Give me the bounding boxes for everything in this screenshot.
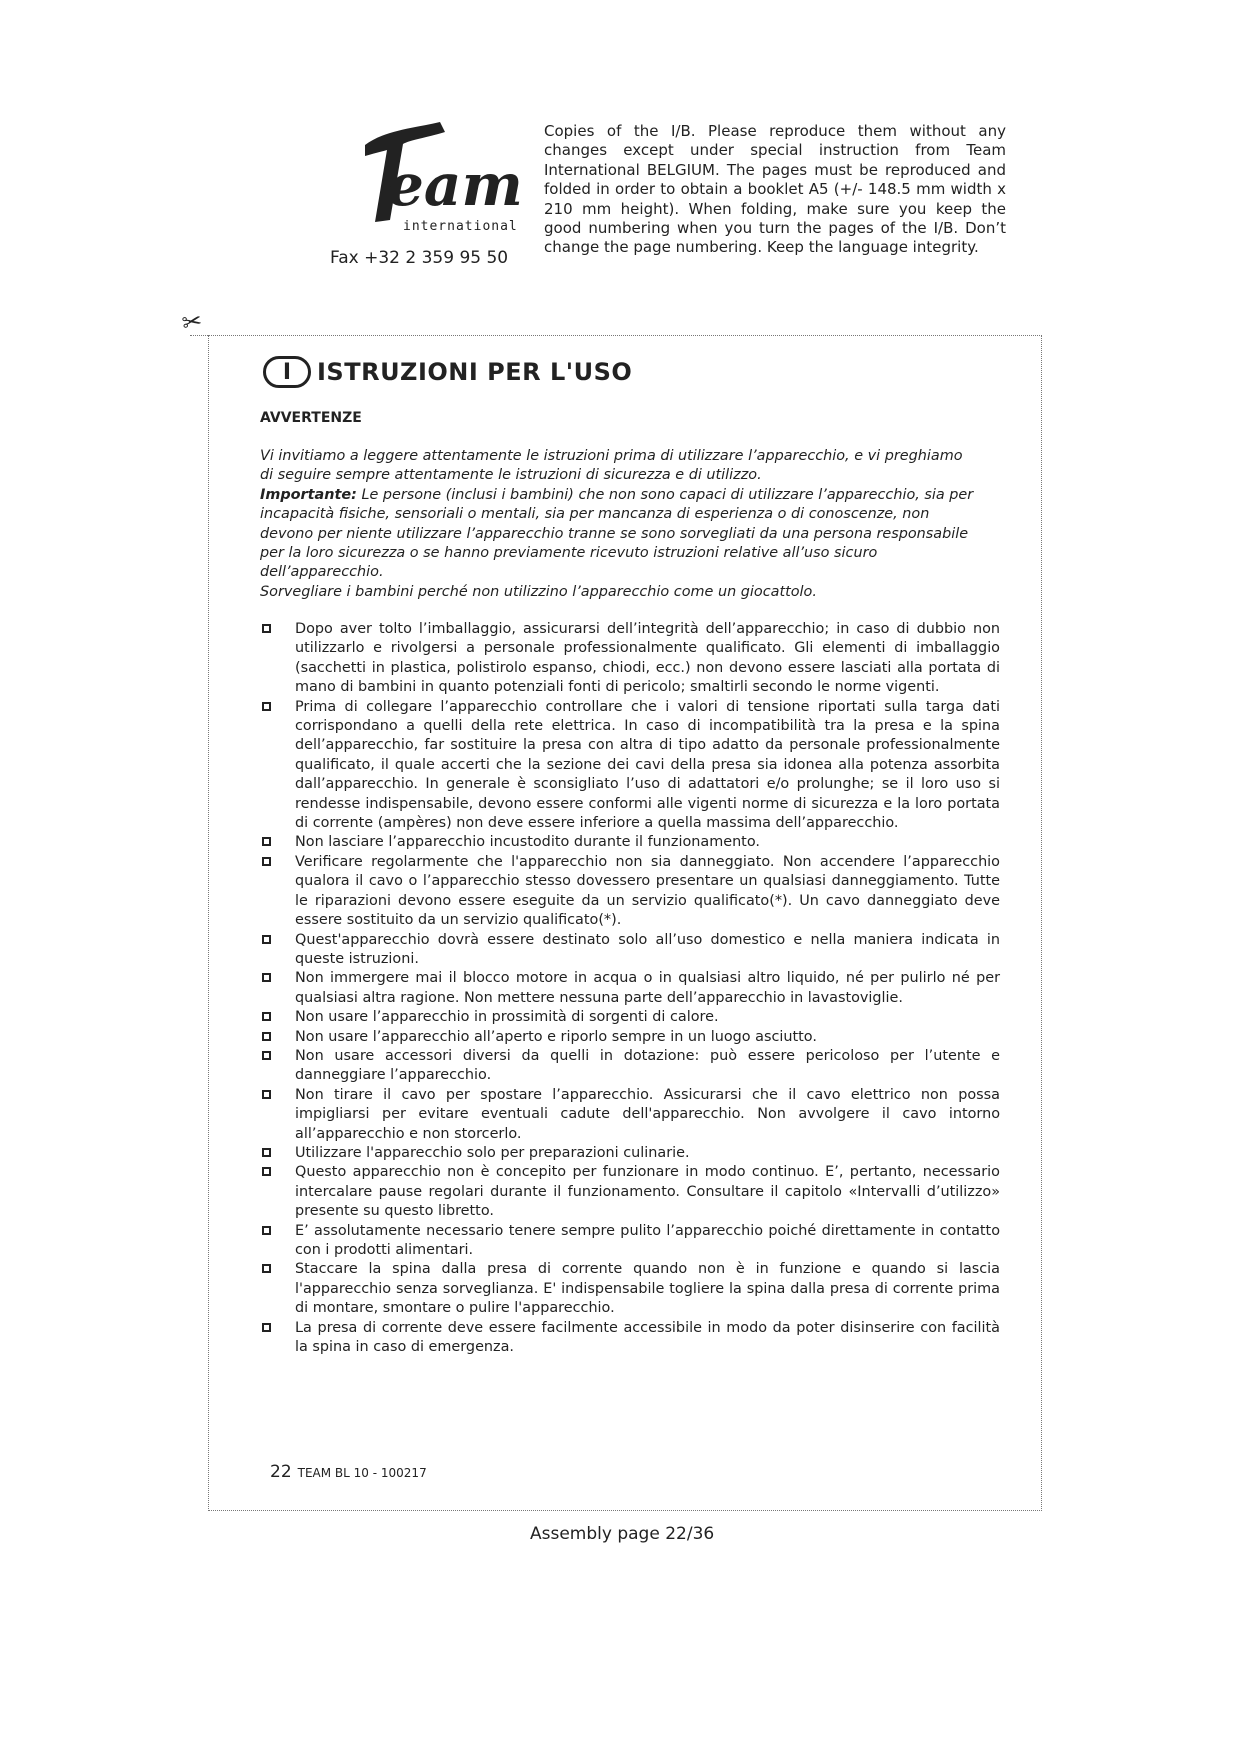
page-number: 22 xyxy=(270,1462,292,1482)
list-item: Non tirare il cavo per spostare l’apparecchio. Assicurarsi che il cavo elettrico non possa impigliarsi per evitare eventuali cadute dell'apparecchio. Non avvolgere il cavo intorno all’apparecchio e non storcerlo. xyxy=(260,1086,1000,1144)
assembly-page-label: Assembly page 22/36 xyxy=(530,1524,715,1544)
important-paragraph xyxy=(260,486,980,583)
checkbox-bullet-icon xyxy=(262,935,271,944)
intro-text xyxy=(260,447,980,602)
language-badge: I xyxy=(263,356,311,388)
team-logo xyxy=(345,110,523,240)
checkbox-bullet-icon xyxy=(262,1148,271,1157)
checkbox-bullet-icon xyxy=(262,1012,271,1021)
reproduction-note: Copies of the I/B. Please reproduce them without any changes except under special instruction from Team International BELGIUM. The pages must be reproduced and folded in order to obtain a booklet A5 (+/- 148.5 mm width x 210 mm height). When folding, make sure you keep the good numbering when you turn the pages of the I/B. Don’t change the page numbering. Keep the language integrity. xyxy=(544,122,1006,257)
list-item: La presa di corrente deve essere facilmente accessibile in modo da poter disinserire con facilità la spina in caso di emergenza. xyxy=(260,1319,1000,1358)
checkbox-bullet-icon xyxy=(262,1090,271,1099)
checkbox-bullet-icon xyxy=(262,1032,271,1041)
checkbox-bullet-icon xyxy=(262,1167,271,1176)
section-title xyxy=(263,356,632,388)
list-item: Non immergere mai il blocco motore in acqua o in qualsiasi altro liquido, né per pulirlo né per qualsiasi altra ragione. Non mettere nessuna parte dell’apparecchio in lavastoviglie. xyxy=(260,969,1000,1008)
fax-number: Fax +32 2 359 95 50 xyxy=(330,248,509,268)
scissors-icon: ✂ xyxy=(179,306,205,338)
list-item: Non lasciare l’apparecchio incustodito durante il funzionamento. xyxy=(260,833,1000,852)
checkbox-bullet-icon xyxy=(262,973,271,982)
list-item: Prima di collegare l’apparecchio controllare che i valori di tensione riportati sulla targa dati corrispondano a quelli della rete elettrica. In caso di incompatibilità tra la presa e la spina dell’apparecchio, far sostituire la presa con altra di tipo adatto da personale professionalmente qualificato, il quale accerti che la sezione dei cavi della presa sia idonea alla potenza assorbita dall’apparecchio. In generale è sconsigliato l’uso di adattatori e/o prolunghe; se il loro uso si rendesse indispensabile, devono essere conformi alle vigenti norme di sicurezza e la loro portata di corrente (ampères) non deve essere inferiore a quella massima dell’apparecchio. xyxy=(260,698,1000,834)
list-item: Utilizzare l'apparecchio solo per preparazioni culinarie. xyxy=(260,1144,1000,1163)
list-item: Non usare l’apparecchio in prossimità di sorgenti di calore. xyxy=(260,1008,1000,1027)
svg-text:eam: eam xyxy=(387,151,523,219)
svg-text:international: international xyxy=(403,219,518,234)
list-item: Non usare accessori diversi da quelli in dotazione: può essere pericoloso per l’utente e danneggiare l’apparecchio. xyxy=(260,1047,1000,1086)
list-item: Quest'apparecchio dovrà essere destinato solo all’uso domestico e nella maniera indicata in queste istruzioni. xyxy=(260,931,1000,970)
checkbox-bullet-icon xyxy=(262,1323,271,1332)
checkbox-bullet-icon xyxy=(262,1226,271,1235)
checkbox-bullet-icon xyxy=(262,624,271,633)
important-label: Importante: xyxy=(260,486,357,503)
page-footer xyxy=(270,1462,427,1482)
page-title: ISTRUZIONI PER L'USO xyxy=(317,358,633,386)
list-item: Dopo aver tolto l’imballaggio, assicurarsi dell’integrità dell’apparecchio; in caso di dubbio non utilizzarlo e rivolgersi a personale professionalmente qualificato. Gli elementi di imballaggio (sacchetti in plastica, polistirolo espanso, chiodi, ecc.) non devono essere lasciati alla portata di mano di bambini in quanto potenziali fonti di pericolo; smaltirli secondo le norme vigenti. xyxy=(260,620,1000,698)
safety-list xyxy=(260,620,1000,1357)
list-item: Non usare l’apparecchio all’aperto e riporlo sempre in un luogo asciutto. xyxy=(260,1028,1000,1047)
checkbox-bullet-icon xyxy=(262,1051,271,1060)
checkbox-bullet-icon xyxy=(262,857,271,866)
list-item: Questo apparecchio non è concepito per funzionare in modo continuo. E’, pertanto, necessario intercalare pause regolari durante il funzionamento. Consultare il capitolo «Intervalli d’utilizzo» presente su questo libretto. xyxy=(260,1163,1000,1221)
list-item: Staccare la spina dalla presa di corrente quando non è in funzione e quando si lascia l'apparecchio senza sorveglianza. E' indispensabile togliere la spina dalla presa di corrente prima di montare, smontare o pulire l'apparecchio. xyxy=(260,1260,1000,1318)
checkbox-bullet-icon xyxy=(262,837,271,846)
list-item: E’ assolutamente necessario tenere sempre pulito l’apparecchio poiché direttamente in contatto con i prodotti alimentari. xyxy=(260,1222,1000,1261)
warnings-heading: AVVERTENZE xyxy=(260,410,362,426)
intro-paragraph: Vi invitiamo a leggere attentamente le istruzioni prima di utilizzare l’apparecchio, e vi preghiamo di seguire sempre attentamente le istruzioni di sicurezza e di utilizzo. xyxy=(260,448,963,484)
checkbox-bullet-icon xyxy=(262,1264,271,1273)
important-text: Le persone (inclusi i bambini) che non sono capaci di utilizzare l’apparecchio, sia per incapacità fisiche, sensoriali o mentali, sia per mancanza di esperienza o di conoscenze, non devono per niente utilizzare l’apparecchio tranne se sono sorvegliati da una persona responsabile per la loro sicurezza o se hanno previamente ricevuto istruzioni relative all’uso sicuro dell’apparecchio. xyxy=(260,486,974,581)
list-item: Verificare regolarmente che l'apparecchio non sia danneggiato. Non accendere l’apparecchio qualora il cavo o l’apparecchio stesso dovessero presentare un qualsiasi danneggiamento. Tutte le riparazioni devono essere eseguite da un servizio qualificato(*). Un cavo danneggiato deve essere sostituito da un servizio qualificato(*). xyxy=(260,853,1000,931)
checkbox-bullet-icon xyxy=(262,702,271,711)
model-code: TEAM BL 10 - 100217 xyxy=(297,1466,427,1480)
supervision-paragraph: Sorvegliare i bambini perché non utilizzino l’apparecchio come un giocattolo. xyxy=(260,583,817,600)
